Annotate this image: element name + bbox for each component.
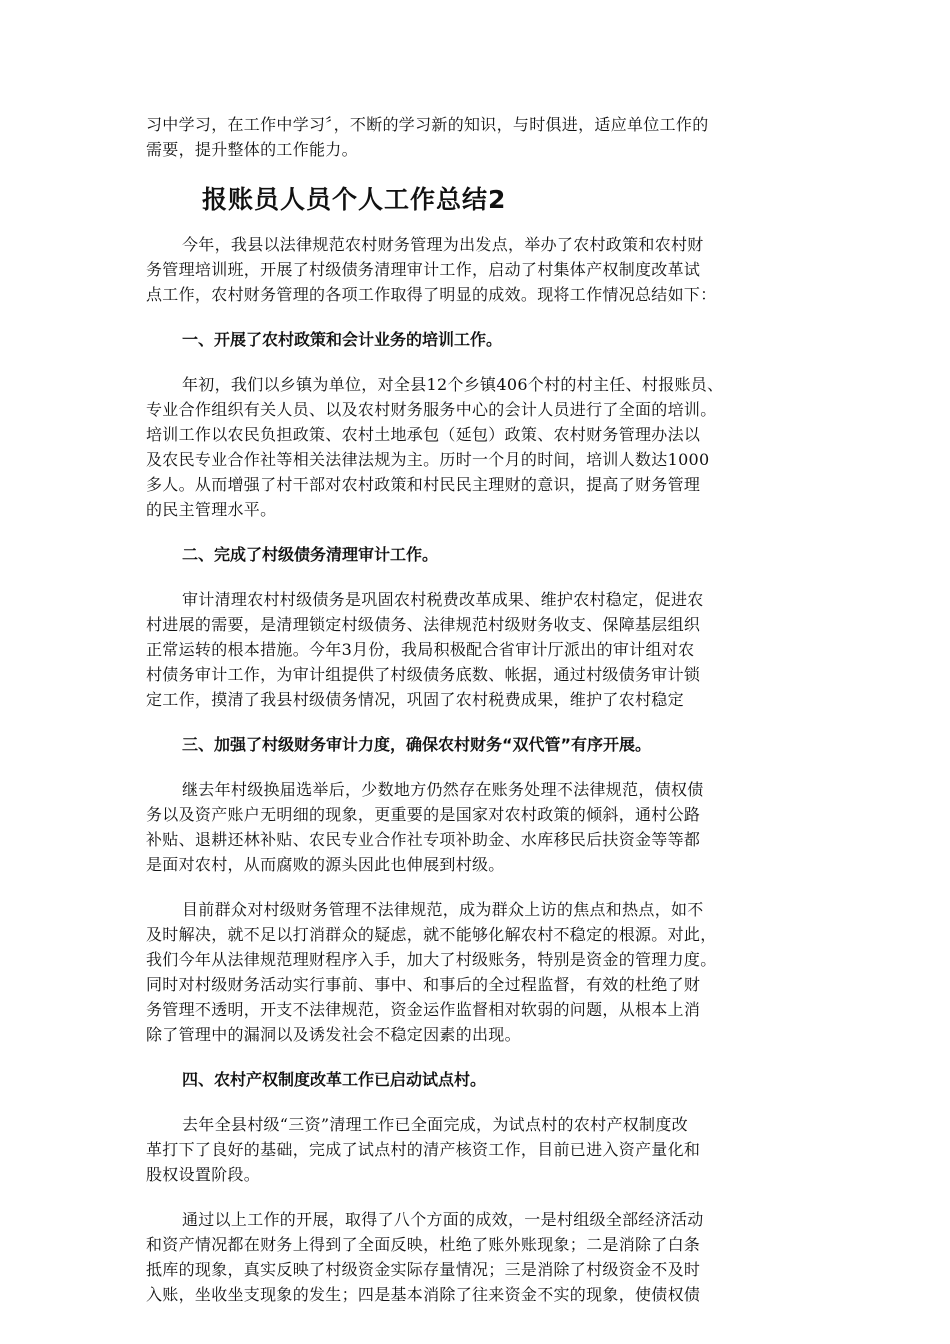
document-page (146, 112, 808, 1307)
document-title: 报账员人员个人工作总结2 (202, 185, 507, 214)
text-line: 入账，坐收坐支现象的发生；四是基本消除了往来资金不实的现象，使债权债 (146, 1285, 701, 1304)
text-line: 目前群众对村级财务管理不法律规范，成为群众上访的焦点和热点，如不 (182, 900, 704, 919)
text-line: 多人。从而增强了村干部对农村政策和村民民主理财的意识，提高了财务管理 (146, 475, 701, 494)
text-line: 培训工作以农民负担政策、农村土地承包（延包）政策、农村财务管理办法以 (146, 425, 701, 444)
section1-paragraph (146, 372, 808, 522)
section-heading: 二、完成了村级债务清理审计工作。 (182, 545, 439, 564)
text-line: 专业合作组织有关人员、以及农村财务服务中心的会计人员进行了全面的培训。 (146, 400, 717, 419)
text-line: 通过以上工作的开展，取得了八个方面的成效，一是村组级全部经济活动 (182, 1210, 704, 1229)
opening-paragraph (146, 232, 808, 307)
text-line: 补贴、退耕还林补贴、农民专业合作社专项补助金、水库移民后扶资金等等都 (146, 830, 701, 849)
text-line: 及时解决，就不足以打消群众的疑虑，就不能够化解农村不稳定的根源。对此， (146, 925, 717, 944)
text-line: 继去年村级换届选举后，少数地方仍然存在账务处理不法律规范，债权债 (182, 780, 704, 799)
text-line: 村进展的需要，是清理锁定村级债务、法律规范村级财务收支、保障基层组织 (146, 615, 701, 634)
section-heading: 一、开展了农村政策和会计业务的培训工作。 (182, 330, 503, 349)
section2-paragraph (146, 587, 808, 712)
text-line: 今年，我县以法律规范农村财务管理为出发点，举办了农村政策和农村财 (182, 235, 704, 254)
text-line: 及农民专业合作社等相关法律法规为主。历时一个月的时间，培训人数达1000 (146, 450, 710, 469)
text-line: 审计清理农村村级债务是巩固农村税费改革成果、维护农村稳定，促进农 (182, 590, 704, 609)
text-line: 去年全县村级“三资”清理工作已全面完成，为试点村的农村产权制度改 (182, 1115, 688, 1134)
text-line: 点工作，农村财务管理的各项工作取得了明显的成效。现将工作情况总结如下： (146, 285, 717, 304)
text-line: 和资产情况都在财务上得到了全面反映，杜绝了账外账现象；二是消除了白条 (146, 1235, 701, 1254)
text-line: 同时对村级财务活动实行事前、事中、和事后的全过程监督，有效的杜绝了财 (146, 975, 701, 994)
text-line: 我们今年从法律规范理财程序入手，加大了村级账务，特别是资金的管理力度。 (146, 950, 717, 969)
text-line: 的民主管理水平。 (146, 500, 277, 519)
text-line: 抵库的现象，真实反映了村级资金实际存量情况；三是消除了村级资金不及时 (146, 1260, 701, 1279)
text-line: 务管理培训班，开展了村级债务清理审计工作，启动了村集体产权制度改革试 (146, 260, 701, 279)
text-line: 正常运转的根本措施。今年3月份，我局积极配合省审计厅派出的审计组对农 (146, 640, 695, 659)
text-line: 定工作，摸清了我县村级债务情况，巩固了农村税费成果，维护了农村稳定 (146, 690, 684, 709)
section-heading: 四、农村产权制度改革工作已启动试点村。 (182, 1070, 487, 1089)
text-line: 革打下了良好的基础，完成了试点村的清产核资工作，目前已进入资产量化和 (146, 1140, 701, 1159)
text-line: 村债务审计工作，为审计组提供了村级债务底数、帐据，通过村级债务审计锁 (146, 665, 701, 684)
intro-paragraph (146, 112, 808, 162)
text-line: 股权设置阶段。 (146, 1165, 261, 1184)
text-line: 习中学习，在工作中学习〞，不断的学习新的知识，与时俱进，适应单位工作的 (146, 115, 709, 134)
section4-paragraph-1 (146, 1112, 808, 1187)
text-line: 需要，提升整体的工作能力。 (146, 140, 358, 159)
section3-paragraph-1 (146, 777, 808, 877)
section-heading: 三、加强了村级财务审计力度，确保农村财务“双代管”有序开展。 (182, 735, 652, 754)
text-line: 务以及资产账户无明细的现象，更重要的是国家对农村政策的倾斜，通村公路 (146, 805, 701, 824)
text-line: 年初，我们以乡镇为单位，对全县12个乡镇406个村的村主任、村报账员、 (182, 375, 724, 394)
text-line: 除了管理中的漏洞以及诱发社会不稳定因素的出现。 (146, 1025, 521, 1044)
text-line: 是面对农村，从而腐败的源头因此也伸展到村级。 (146, 855, 505, 874)
text-line: 务管理不透明，开支不法律规范，资金运作监督相对软弱的问题，从根本上消 (146, 1000, 701, 1019)
section4-paragraph-2 (146, 1207, 808, 1307)
section3-paragraph-2 (146, 897, 808, 1047)
